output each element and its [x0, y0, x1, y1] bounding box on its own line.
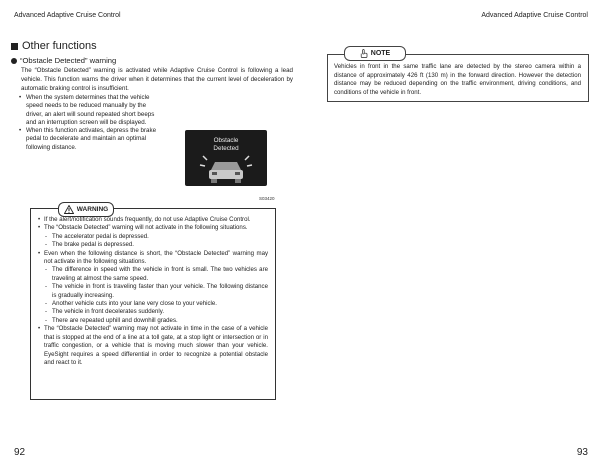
square-bullet-icon [11, 43, 18, 50]
warning-bullet-item: • If the alert/notification sounds frequently, do not use Adaptive Cruise Control. [38, 216, 268, 224]
vehicle-warning-icon [185, 130, 267, 186]
intro-paragraph: The “Obstacle Detected” warning is activated while Adaptive Cruise Control is following a lead vehicle. This function warns the driver when it determines that the current level of deceleration by automatic braking control is insufficient. [21, 67, 293, 92]
dot-bullet-icon [11, 58, 17, 64]
subheading-text: “Obstacle Detected” warning [20, 56, 117, 65]
warning-content [38, 216, 268, 367]
warning-bullet-item: • Even when the following distance is short, the “Obstacle Detected” warning may not activate in the following situations. [38, 250, 268, 267]
warning-dash-item: - Another vehicle cuts into your lane very close to your vehicle. [38, 300, 268, 308]
page-number: 93 [576, 447, 588, 458]
warning-dash-item: - The vehicle in front decelerates suddenly. [38, 308, 268, 316]
warning-triangle-icon [64, 205, 74, 214]
subheading [11, 56, 116, 65]
note-label: NOTE [370, 50, 391, 57]
figure-code: S03420 [259, 196, 275, 201]
section-heading [11, 40, 97, 52]
warning-label-tab [58, 202, 114, 217]
note-text: Vehicles in front in the same traffic lane are detected by the stereo camera within a distance of approximately 426 ft (130 m) in the forward direction. However the detection distance may be reduced depending on the traffic environment, driving conditions, and conditions of the vehicle in front. [334, 63, 581, 96]
warning-dash-item: - The brake pedal is depressed. [38, 241, 268, 249]
running-head: Advanced Adaptive Cruise Control [14, 12, 121, 19]
running-head: Advanced Adaptive Cruise Control [481, 12, 588, 19]
bullet-list [19, 94, 163, 152]
hand-pointer-icon [360, 49, 368, 58]
page-number: 92 [14, 447, 26, 458]
obstacle-detected-display-image [185, 130, 267, 186]
warning-dash-item: - The difference in speed with the vehicle in front is small. The two vehicles are traveling at almost the same speed. [38, 266, 268, 283]
warning-label: WARNING [76, 206, 109, 213]
display-text-line: Detected [213, 144, 239, 152]
warning-bullet-item: • The “Obstacle Detected” warning will not activate in the following situations. [38, 224, 268, 232]
warning-dash-item: - The accelerator pedal is depressed. [38, 233, 268, 241]
warning-dash-item: - The vehicle in front is traveling faster than your vehicle. The following distance is gradually increasing. [38, 283, 268, 300]
warning-dash-item: - There are repeated uphill and downhill grades. [38, 317, 268, 325]
list-item: • When the system determines that the vehicle speed needs to be reduced manually by the driver, an alert will sound repeated short beeps and an interruption screen will be displayed. [19, 94, 163, 127]
note-label-tab [344, 46, 406, 61]
section-heading-text: Other functions [22, 40, 97, 52]
list-item: • When this function activates, depress the brake pedal to decelerate and maintain an optimal following distance. [19, 127, 163, 152]
display-text-line: Obstacle [213, 137, 239, 144]
warning-bullet-item: • The “Obstacle Detected” warning may not activate in time in the case of a vehicle that is stopped at the end of a line at a toll gate, at a stop light or intersection or in traffic congestion, or a vehicle that is moving much slower than your vehicle. EyeSight requires a speed differential in order to recognize a potential obstacle and react to it. [38, 325, 268, 367]
